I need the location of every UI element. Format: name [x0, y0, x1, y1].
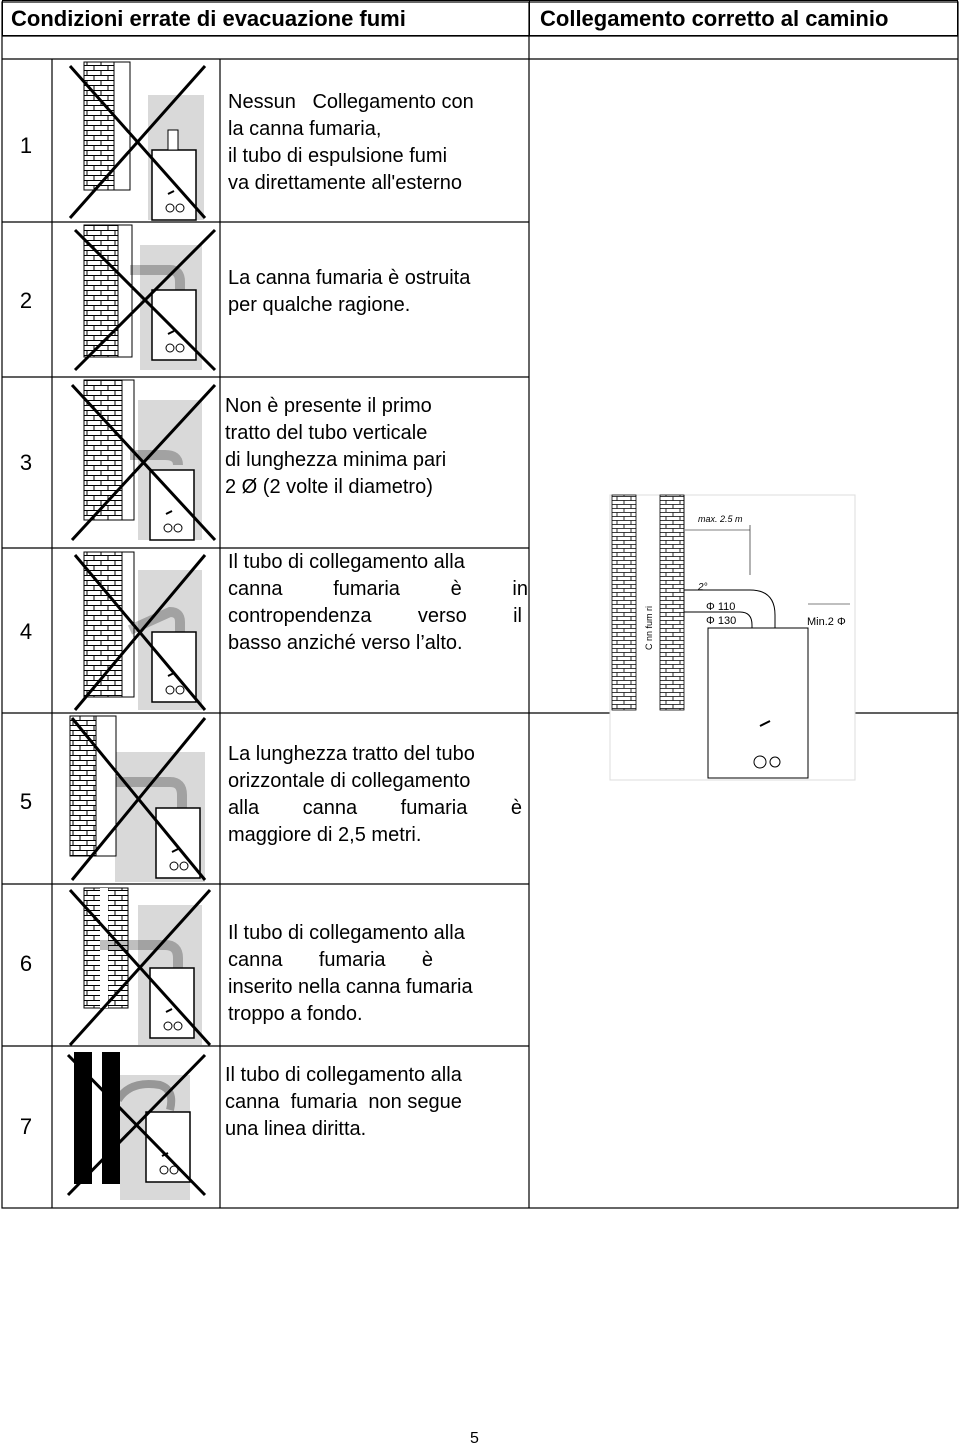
row-4-text — [228, 549, 528, 657]
row-7-line: una linea diritta. — [225, 1118, 367, 1140]
row-4-number: 4 — [19, 619, 33, 644]
row-3-line: di lunghezza minima pari — [225, 449, 447, 471]
row-7-text — [225, 1062, 525, 1143]
row-2-illustration — [75, 225, 215, 370]
row-5-illustration — [70, 716, 205, 882]
row-7-number: 7 — [19, 1114, 33, 1139]
diameter-110-label: Φ 110 — [706, 601, 736, 613]
row-1-text — [228, 89, 528, 197]
diameter-130-label: Φ 130 — [706, 615, 737, 627]
row-1-line: il tubo di espulsione fumi — [228, 145, 448, 167]
row-5-line: orizzontale di collegamento — [228, 770, 471, 792]
row-2-number: 2 — [19, 288, 33, 313]
row-7-line: canna fumaria non segue — [225, 1091, 462, 1113]
row-6-number: 6 — [19, 951, 33, 976]
row-3-text — [225, 393, 525, 501]
row-3-illustration — [72, 380, 215, 540]
row-6-text — [228, 920, 528, 1028]
wrong-installation-illustrations — [0, 0, 230, 1210]
row-3-line: tratto del tubo verticale — [225, 422, 428, 444]
row-4-line: basso anziché verso l’alto. — [228, 632, 463, 654]
row-5-line: alla canna fumaria è — [228, 797, 522, 819]
header-right-title: Collegamento corretto al caminio — [529, 0, 958, 36]
row-6-illustration — [70, 888, 210, 1045]
row-7-illustration — [68, 1052, 205, 1200]
correct-installation-diagram — [600, 480, 860, 790]
row-5-number: 5 — [19, 789, 33, 814]
flue-label: C nn fum ri — [644, 605, 654, 650]
row-5-line: La lunghezza tratto del tubo — [228, 743, 475, 765]
row-3-number: 3 — [19, 450, 33, 475]
row-2-line: La canna fumaria è ostruita — [228, 267, 471, 289]
row-5-text — [228, 741, 522, 849]
row-1-line: va direttamente all'esterno — [228, 172, 462, 194]
row-4-line: contropendenza verso il — [228, 605, 522, 627]
min-distance-label: Min.2 Φ — [807, 616, 846, 628]
row-1-line: la canna fumaria, — [228, 118, 382, 140]
row-1-illustration — [70, 62, 205, 220]
header-left-title: Condizioni errate di evacuazione fumi — [2, 0, 530, 36]
row-6-line: inserito nella canna fumaria — [228, 976, 473, 998]
row-4-illustration — [75, 552, 205, 710]
row-4-line: canna fumaria è in — [228, 578, 528, 600]
row-1-line: Nessun Collegamento con — [228, 91, 474, 113]
slope-label: 2° — [698, 582, 708, 593]
max-length-label: max. 2.5 m — [698, 514, 743, 524]
row-2-text — [228, 265, 528, 319]
row-1-number: 1 — [19, 133, 33, 158]
row-7-line: Il tubo di collegamento alla — [225, 1064, 462, 1086]
row-3-line: 2 Ø (2 volte il diametro) — [225, 476, 433, 498]
page-number: 5 — [470, 1430, 479, 1447]
row-2-line: per qualche ragione. — [228, 294, 411, 316]
row-6-line: Il tubo di collegamento alla — [228, 922, 465, 944]
row-5-line: maggiore di 2,5 metri. — [228, 824, 422, 846]
row-6-line: canna fumaria è — [228, 949, 433, 971]
row-4-line: Il tubo di collegamento alla — [228, 551, 465, 573]
row-6-line: troppo a fondo. — [228, 1003, 363, 1025]
row-3-line: Non è presente il primo — [225, 395, 432, 417]
